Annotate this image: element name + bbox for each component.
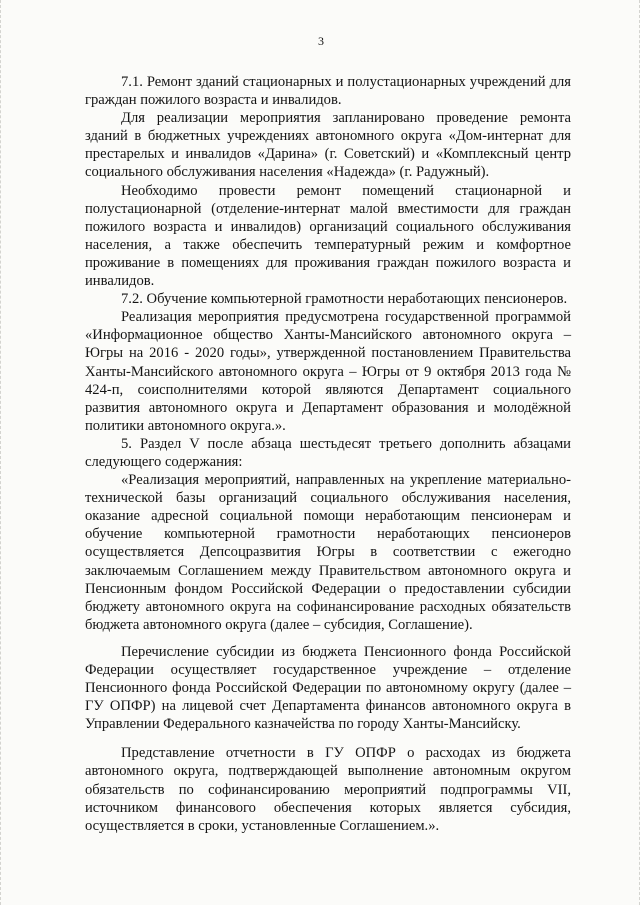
- paragraph-subsidy-implementation: «Реализация мероприятий, направленных на укрепление материально-технической базы организаций социального обслуживания населения, оказание адресной социальной помощи неработающим пенсионерам и обучение компьютерной грамотности неработающих пенсионеров осуществляется Депсоцразвития Югры в соответствии с ежегодно заключаемым Соглашением между Правительством автономного округа и Пенсионным фондом Российской Федерации о предоставлении субсидии бюджету автономного округа на софинансирование расходных обязательств бюджета автономного округа (далее – субсидия, Соглашение).: [85, 472, 571, 633]
- paragraph-7-2-heading: 7.2. Обучение компьютерной грамотности неработающих пенсионеров.: [121, 291, 568, 308]
- paragraph-repair-need: Необходимо провести ремонт помещений стационарной и полустационарной (отделение-интернат малой вместимости для граждан пожилого возраста и инвалидов) организаций социального обслуживания населения, а также обеспечить температурный режим и комфортное проживание в помещениях для проживания граждан пожилого возраста и инвалидов.: [85, 182, 571, 290]
- paragraph-7-1-heading: 7.1. Ремонт зданий стационарных и полустационарных учреждений для граждан пожилого возраста и инвалидов.: [85, 74, 571, 109]
- paragraph-subsidy-transfer: Перечисление субсидии из бюджета Пенсионного фонда Российской Федерации осуществляет государственное учреждение – отделение Пенсионного фонда Российской Федерации по автономному округу (далее – ГУ ОПФР) на лицевой счет Департамента финансов автономного округа в Управлении Федерального казначейства по городу Ханты-Мансийску.: [85, 643, 571, 733]
- paragraph-repair-plan: Для реализации мероприятия запланировано проведение ремонта зданий в бюджетных учреждениях автономного округа «Дом-интернат для престарелых и инвалидов «Дарина» (г. Советский) и «Комплексный центр социального обслуживания населения «Надежда» (г. Радужный).: [85, 110, 571, 181]
- paragraph-reporting: Представление отчетности в ГУ ОПФР о расходах из бюджета автономного округа, подтверждающей выполнение автономным округом обязательств по софинансированию мероприятий подпрограммы VII, источником финансового обеспечения которых является субсидия, осуществляется в сроки, установленные Соглашением.».: [85, 745, 571, 834]
- document-body: [85, 73, 571, 835]
- paragraph-section-5-amendment: 5. Раздел V после абзаца шестьдесят третьего дополнить абзацами следующего содержания:: [85, 435, 571, 470]
- paragraph-program-reference: Реализация мероприятия предусмотрена государственной программой «Информационное общество Ханты-Мансийского автономного округа – Югры на 2016 - 2020 годы», утвержденной постановлением Правительства Ханты-Мансийского автономного округа – Югры от 9 октября 2013 года № 424-п, соисполнителями которой являются Департамент социального развития автономного округа и Департамент образования и молодёжной политики автономного округа.».: [85, 309, 571, 434]
- page-number: 3: [318, 34, 324, 48]
